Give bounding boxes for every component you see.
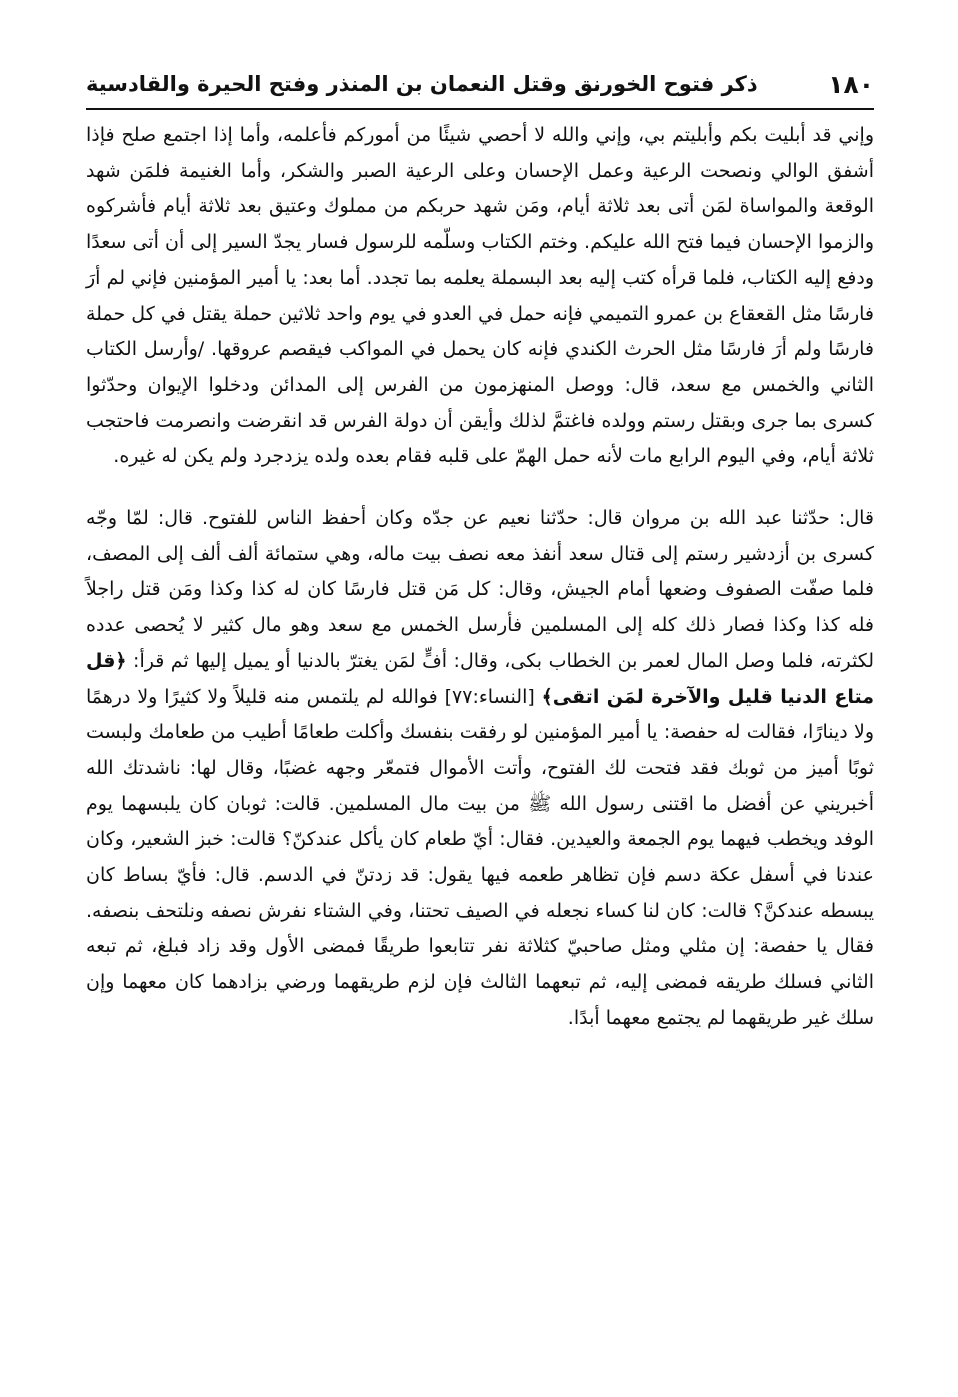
page-body xyxy=(86,118,874,1037)
paragraph-2-text-b: [النساء:٧٧] فوالله لم يلتمس منه قليلاً ولا كثيرًا ولا درهمًا ولا دينارًا، فقالت له حفصة: يا أمير المؤمنين لو رفقت بنفسك وأكلت طعامًا أطيب من طعامك ولبست ثوبًا أميز من ثوبك فقد فتحت لك الفتوح، وأتت الأموال فتمعّر وجهه غضبًا، وقال لها: ناشدتك الله أخبريني عن أفضل ما اقتنى رسول الله ﷺ من بيت مال المسلمين. قالت: ثوبان كان يلبسهما يوم الوفد ويخطب فيهما يوم الجمعة والعيدين. فقال: أيّ طعام كان يأكل عندكنّ؟ قالت: خبز الشعير، وكان عندنا في أسفل عكة دسم فإن تظاهر طعمه فيها يقول: قد زدتنّ في الدسم. قال: فأيّ بساط كان يبسطه عندكنَّ؟ قالت: كان لنا كساء نجعله في الصيف تحتنا، وفي الشتاء نفرش نصفه ونلتحف بنصفه. فقال يا حفصة: إن مثلي ومثل صاحبيّ كثلاثة نفر تتابعوا طريقًا فمضى الأول وقد زاد فبلغ، ثم تبعه الثاني فسلك طريقه فمضى إليه، ثم تبعهما الثالث فإن لزم طريقهما ورضي بزادهما كان معهما وإن سلك غير طريقهما لم يجتمع معهما أبدًا. xyxy=(86,685,874,1029)
paragraph-2-text-a: قال: حدّثنا عبد الله بن مروان قال: حدّثنا نعيم عن جدّه وكان أحفظ الناس للفتوح. قال: لمّا وجّه كسرى بن أزدشير رستم إلى قتال سعد أنفذ معه نصف بيت ماله، وهي ستمائة ألف ألف إلى المصف، فلما صفّت الصفوف وضعها أمام الجيش، وقال: كل مَن قتل فارسًا كان له كذا وكذا ومَن قتل راجلاً فله كذا وكذا فصار ذلك كله إلى المسلمين فأرسل الخمس مع سعد وهو مال كثير لا يُحصى عدده لكثرته، فلما وصل المال لعمر بن الخطاب بكى، وقال: أفٍّ لمَن يغترّ بالدنيا أو يميل إليها ثم قرأ: xyxy=(86,507,874,672)
page-number: ١٨٠ xyxy=(828,69,874,99)
paragraph-1-text: وإني قد أبليت بكم وأبليتم بي، وإني والله لا أحصي شيئًا من أموركم فأعلمه، وأما إذا اجتمع صلح فإذا أشفق الوالي ونصحت الرعية وعمل الإحسان وعلى الرعية الصبر والشكر، وأما الغنيمة فلمَن شهد الوقعة والمواساة لمَن أتى بعد ثلاثة أيام، ومَن شهد حربكم من مملوك وعتيق بعد ثلاثة أيام فأشركوه والزموا الإحسان فيما فتح الله عليكم. وختم الكتاب وسلّمه للرسول فسار يجدّ السير إلى أن أتى سعدًا ودفع إليه الكتاب، فلما قرأه كتب إليه بعد البسملة يعلمه بما تجدد. أما بعد: يا أمير المؤمنين فإني لم أرَ فارسًا مثل القعقاع بن عمرو التميمي فإنه حمل في العدو في يوم واحد ثلاثين حملة يقتل في كل حملة فارسًا ولم أرَ فارسًا مثل الحرث الكندي فإنه كان يحمل في المواكب فيقصم عروقها. /وأرسل الكتاب الثاني والخمس مع سعد، قال: ووصل المنهزمون من الفرس إلى المدائن ودخلوا الإيوان وحدّثوا كسرى بما جرى وبقتل رستم وولده فاغتمَّ لذلك وأيقن أن دولة الفرس قد انقرضت وانصرمت فاحتجب ثلاثة أيام، وفي اليوم الرابع مات لأنه حمل الهمّ على قلبه فقام بعده ولده يزدجرد ولم يكن له غيره. xyxy=(86,124,874,468)
quran-verse: ﴿قل متاع الدنيا قليل والآخرة لمَن اتقى﴾ xyxy=(86,649,874,708)
paragraph-1 xyxy=(86,118,874,475)
page-header xyxy=(86,62,874,106)
header-divider xyxy=(86,108,874,110)
running-title: ذكر فتوح الخورنق وقتل النعمان بن المنذر وفتح الحيرة والقادسية xyxy=(86,72,758,96)
paragraph-2 xyxy=(86,501,874,1037)
